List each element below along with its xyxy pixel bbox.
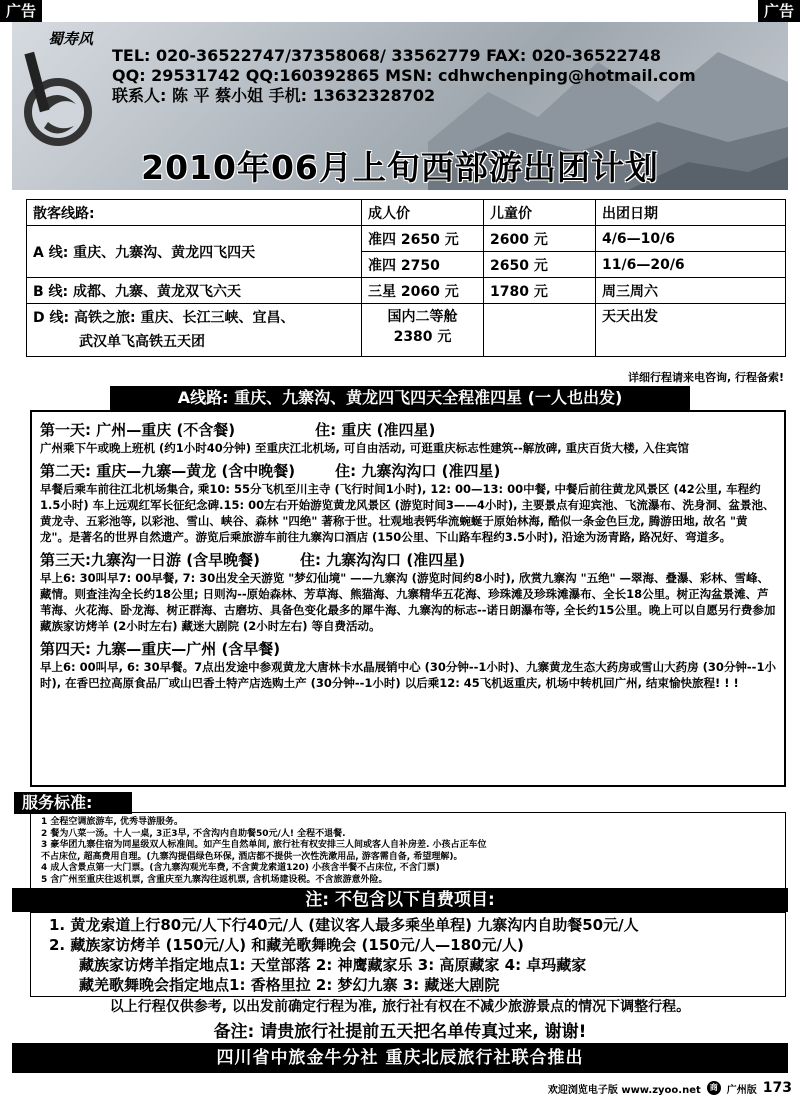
- logo-text: 蜀寿风: [48, 30, 94, 48]
- footer-edition: 广州版: [726, 1084, 757, 1096]
- list-item: 5 含广州至重庆往返机票, 含重庆至九寨沟往返机票, 含机场建设税。不含旅游意外险。: [41, 874, 388, 885]
- route-a-banner: A线路: 重庆、九寨沟、黄龙四飞四天全程准四星 (一人也出发): [110, 386, 690, 410]
- day-2-heading: [40, 460, 776, 481]
- page-number: 173: [762, 1080, 792, 1096]
- route-a-child-1: 2600 元: [484, 226, 596, 252]
- route-d-date: 天天出发: [596, 304, 786, 357]
- header-child: 儿童价: [484, 200, 596, 226]
- route-a-cell: A 线: 重庆、九寨沟、黄龙四飞四天: [27, 226, 362, 278]
- header-banner: [12, 22, 788, 190]
- list-item: 2 餐为八菜一汤。十人一桌, 3正3早, 不含沟内自助餐50元/人! 全程不退餐.: [41, 828, 346, 839]
- service-standard-list: [30, 812, 786, 891]
- list-item: 3 豪华团九寨住宿为同星级双人标准间。如产生自然单间, 旅行社有权安排三人间或客人自补房差. 小孩占正车位: [41, 840, 487, 850]
- day-1-heading: [40, 419, 776, 440]
- route-d-child: [484, 304, 596, 357]
- table-row: [27, 278, 786, 304]
- disclaimer: 以上行程仅供参考, 以出发前确定行程为准, 旅行社有权在不减少旅游景点的情况下调整行程。: [109, 999, 691, 1015]
- day-4-title: 第四天: 九寨—重庆—广州 (含早餐): [40, 640, 281, 658]
- extra-line-4: 藏羌歌舞晚会指定地点1: 香格里拉 2: 梦幻九寨 3: 藏迷大剧院: [79, 976, 500, 994]
- route-d-line1: D 线: 高铁之旅: 重庆、长江三峡、宜昌、: [33, 310, 295, 326]
- contact-tel: TEL: 020-36522747/37358068/ 33562779 FAX: 020-36522748: [112, 46, 661, 65]
- day-1-title: 第一天: 广州—重庆 (不含餐): [40, 421, 236, 439]
- excluded-items-box: [30, 912, 786, 997]
- day-2-title: 第二天: 重庆—九寨—黄龙 (含中晚餐): [40, 462, 296, 480]
- header-date: 出团日期: [596, 200, 786, 226]
- route-d-adult-line1: 国内二等舱: [387, 309, 458, 325]
- excluded-items-banner: 注: 不包含以下自费项目:: [12, 888, 788, 912]
- route-a-date-1: 4/6—10/6: [596, 226, 786, 252]
- day-4-heading: [40, 638, 776, 659]
- header-adult: 成人价: [362, 200, 484, 226]
- table-row: [27, 304, 786, 357]
- extra-line-3: 藏族家访烤羊指定地点1: 天堂部落 2: 神鹰藏家乐 3: 高原藏家 4: 卓玛藏家: [79, 956, 587, 974]
- route-d-adult: [362, 304, 484, 357]
- day-3-text: 早上6: 30叫早7: 00早餐, 7: 30出发全天游览 "梦幻仙境" ——九寨沟 (游览时间约8小时), 欣赏九寨沟 "五绝" —翠海、叠瀑、彩林、雪峰、藏情。则查洼沟全长约18公里; 日则沟--原始森林、芳草海、熊猫海、九寨精华五花海、珍珠滩及珍珠滩瀑布、全长18公里。树正沟盆景滩、芦苇海、火花海、卧龙海、树正群海、古磨坊、具备色变化最多的犀牛海、九寨沟的标志--诺日朗瀑布等, 全长约15公里。晚上可以自愿另行费参加藏族家访烤羊 (2小时左右) 藏迷大剧院 (2小时左右) 等自费活动。: [40, 571, 776, 633]
- list-item: 4 成人含景点第一大门票。(含九寨沟观光车费, 不含黄龙索道120) 小孩含半餐不占床位, 不含门票): [41, 863, 440, 873]
- price-note: 详细行程请来电咨询, 行程备索!: [627, 371, 784, 384]
- route-d-line2: 武汉单飞高铁五天团: [79, 334, 205, 350]
- price-table: [26, 199, 786, 357]
- day-1-stay: 住: 重庆 (准四星): [315, 421, 436, 439]
- page-title: 2010年06月上旬西部游出团计划: [141, 148, 659, 187]
- route-a-date-2: 11/6—20/6: [596, 252, 786, 278]
- list-item: 1 全程空调旅游车, 优秀导游服务。: [41, 817, 183, 827]
- route-d-adult-line2: 2380 元: [393, 329, 452, 345]
- day-3-title: 第三天:九寨沟一日游 (含早晚餐): [40, 551, 260, 569]
- header-route: 散客线路:: [27, 200, 362, 226]
- page-footer: [548, 1080, 792, 1096]
- route-b-child: 1780 元: [484, 278, 596, 304]
- route-a-child-2: 2650 元: [484, 252, 596, 278]
- itinerary-box: [30, 410, 786, 787]
- table-row: [27, 226, 786, 252]
- contact-block: [112, 46, 696, 106]
- service-standard-title: 服务标准:: [14, 792, 132, 814]
- table-header-row: [27, 200, 786, 226]
- contact-qq: QQ: 29531742 QQ:160392865 MSN: cdhwchenping@hotmail.com: [112, 66, 696, 85]
- route-b-adult: 三星 2060 元: [362, 278, 484, 304]
- route-a-adult-2: 准四 2750: [362, 252, 484, 278]
- footer-badge-icon: 商: [707, 1081, 721, 1095]
- ad-tag-left: 广告: [0, 0, 42, 22]
- contact-person: 联系人: 陈 平 蔡小姐 手机: 13632328702: [112, 86, 436, 105]
- day-4-text: 早上6: 00叫早, 6: 30早餐。7点出发途中参观黄龙大唐林卡水晶展销中心 (30分钟--1小时)、九寨黄龙生态大药房或雪山大药房 (30分钟--1小时), 在香巴拉高原食品厂或山巴香土特产店选购土产 (30分钟--1小时) 以后乘12: 45飞机返重庆, 机场中转机回广州, 结束愉快旅程! ! !: [40, 660, 776, 690]
- extra-line-1: 1. 黄龙索道上行80元/人下行40元/人 (建议客人最多乘坐单程) 九寨沟内自助餐50元/人: [49, 916, 639, 934]
- day-2-stay: 住: 九寨沟沟口 (准四星): [335, 462, 501, 480]
- day-3-heading: [40, 549, 776, 570]
- footer-organizers: 四川省中旅金牛分社 重庆北辰旅行社联合推出: [12, 1043, 788, 1073]
- day-1-text: 广州乘下午或晚上班机 (约1小时40分钟) 至重庆江北机场, 可自由活动, 可逛重庆标志性建筑--解放碑, 重庆百货大楼, 入住宾馆: [40, 441, 690, 455]
- route-b-cell: B 线: 成都、九寨、黄龙双飞六天: [27, 278, 362, 304]
- list-item: 不占床位, 超高费用自理。(九寨沟提倡绿色环保, 酒店都不提供一次性洗漱用品, 游客需自备, 希望理解)。: [41, 851, 463, 862]
- extra-line-2: 2. 藏族家访烤羊 (150元/人) 和藏羌歌舞晚会 (150元/人—180元/人): [49, 936, 524, 954]
- day-3-stay: 住: 九寨沟沟口 (准四星): [299, 551, 466, 569]
- route-b-date: 周三周六: [596, 278, 786, 304]
- route-a-adult-1: 准四 2650 元: [362, 226, 484, 252]
- day-2-text: 早餐后乘车前往江北机场集合, 乘10: 55分飞机至川主寺 (飞行时间1小时), 12: 00—13: 00中餐, 中餐后前往黄龙风景区 (42公里, 车程约1.5小时) 车上远观红军长征纪念碑.15: 00左右开始游览黄龙风景区 (游览时间3——4小时), 主要景点有迎宾池、飞流瀑布、洗身洞、盆景池、黄龙寺、五彩池等, 以彩池、雪山、峡谷、森林 "四绝" 著称于世。壮观地表钙华流蜿蜒于原始林海, 酷似一条金色巨龙, 腾游田地, 故名 "黄龙"。是著名的世界自然遗产。游览后乘旅游车前往九寨沟口酒店 (150公里、下山路车程约3.5小时), 沿途为汤青路, 路况好、弯道多。: [40, 482, 775, 544]
- footer-site-text: 欢迎浏览电子版 www.zyoo.net: [547, 1084, 701, 1096]
- remark: 备注: 请贵旅行社提前五天把名单传真过来, 谢谢!: [213, 1022, 587, 1042]
- ad-tag-right: 广告: [758, 0, 800, 22]
- route-d-cell: [27, 304, 362, 357]
